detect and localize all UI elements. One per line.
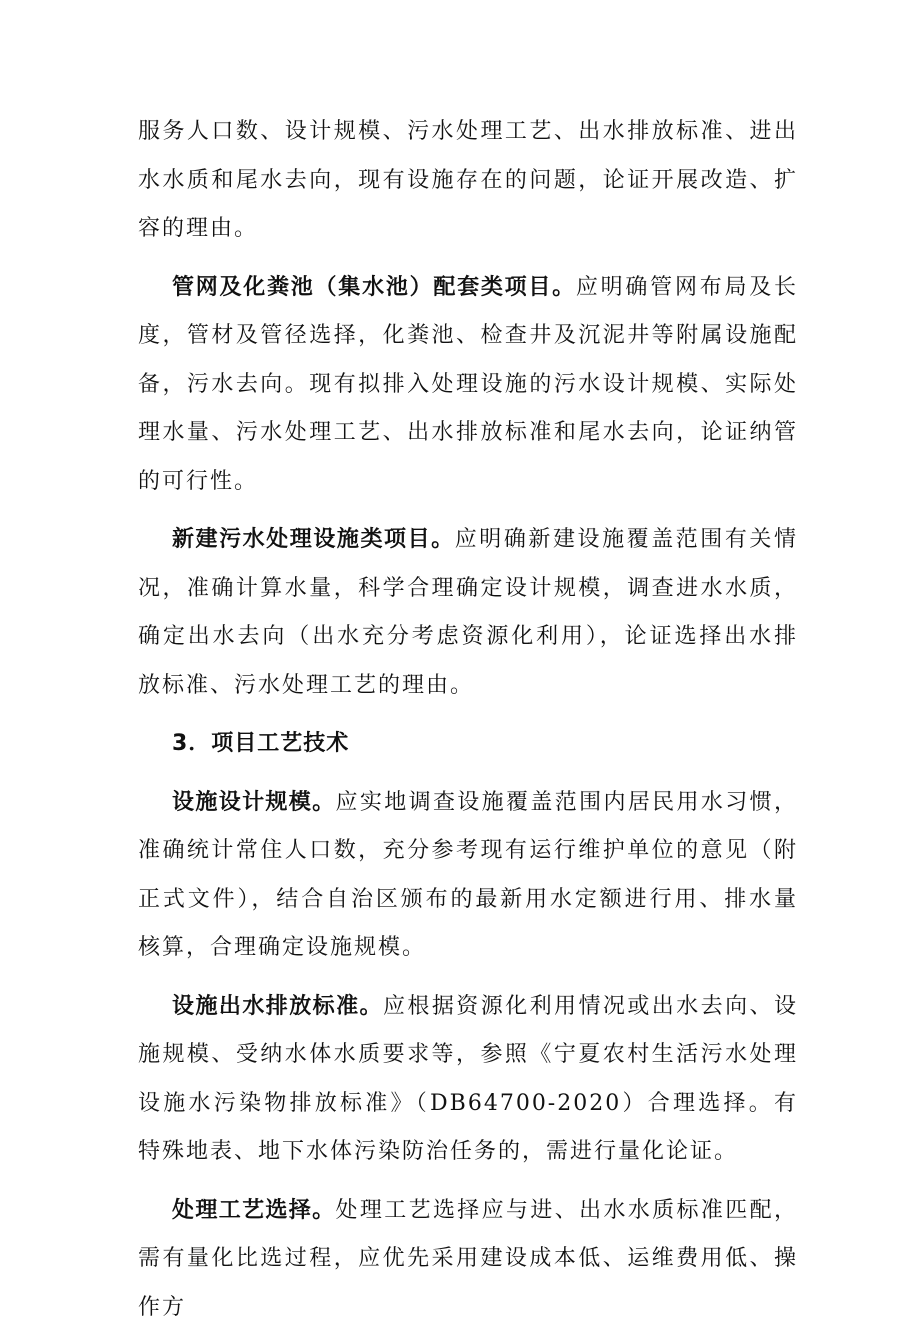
section-heading: 3．项目工艺技术 — [138, 720, 798, 769]
paragraph-text: 处理工艺选择应与进、出水水质标准匹配，需有量化比选过程，应优先采用建设成本低、运维费用低、操作方 — [138, 1198, 798, 1320]
paragraph-lead: 管网及化粪池（集水池）配套类项目。 — [172, 275, 576, 300]
paragraph-text: 应实地调查设施覆盖范围内居民用水习惯，准确统计常住人口数，充分参考现有运行维护单位的意见（附正式文件），结合自治区颁布的最新用水定额进行用、排水量核算，合理确定设施规模。 — [138, 790, 798, 961]
paragraph-lead: 设施出水排放标准。 — [172, 994, 383, 1019]
paragraph-text: 应根据资源化利用情况或出水去向、设施规模、受纳水体水质要求等，参照《宁夏农村生活污水处理设施水污染物排放标准》（DB64700-2020）合理选择。有特殊地表、地下水体污染防治任务的，需进行量化论证。 — [138, 994, 798, 1165]
paragraph-continuation — [138, 108, 798, 254]
paragraph-lead: 新建污水处理设施类项目。 — [172, 527, 455, 552]
paragraph-lead: 设施设计规模。 — [172, 790, 336, 815]
paragraph-new-facility — [138, 516, 798, 710]
paragraph-design-scale — [138, 779, 798, 973]
paragraph-text: 应明确管网布局及长度，管材及管径选择，化粪池、检查井及沉泥井等附属设施配备，污水去向。现有拟排入处理设施的污水设计规模、实际处理水量、污水处理工艺、出水排放标准和尾水去向，论证纳管的可行性。 — [138, 275, 798, 494]
paragraph-process-selection — [138, 1187, 798, 1332]
paragraph-pipe-network — [138, 264, 798, 507]
paragraph-text: 应明确新建设施覆盖范围有关情况，准确计算水量，科学合理确定设计规模，调查进水水质，确定出水去向（出水充分考虑资源化利用），论证选择出水排放标准、污水处理工艺的理由。 — [138, 527, 798, 698]
paragraph-discharge-standard — [138, 983, 798, 1177]
document-body — [138, 108, 798, 1332]
paragraph-text: 服务人口数、设计规模、污水处理工艺、出水排放标准、进出水水质和尾水去向，现有设施存在的问题，论证开展改造、扩容的理由。 — [138, 119, 798, 241]
paragraph-lead: 处理工艺选择。 — [172, 1198, 336, 1223]
